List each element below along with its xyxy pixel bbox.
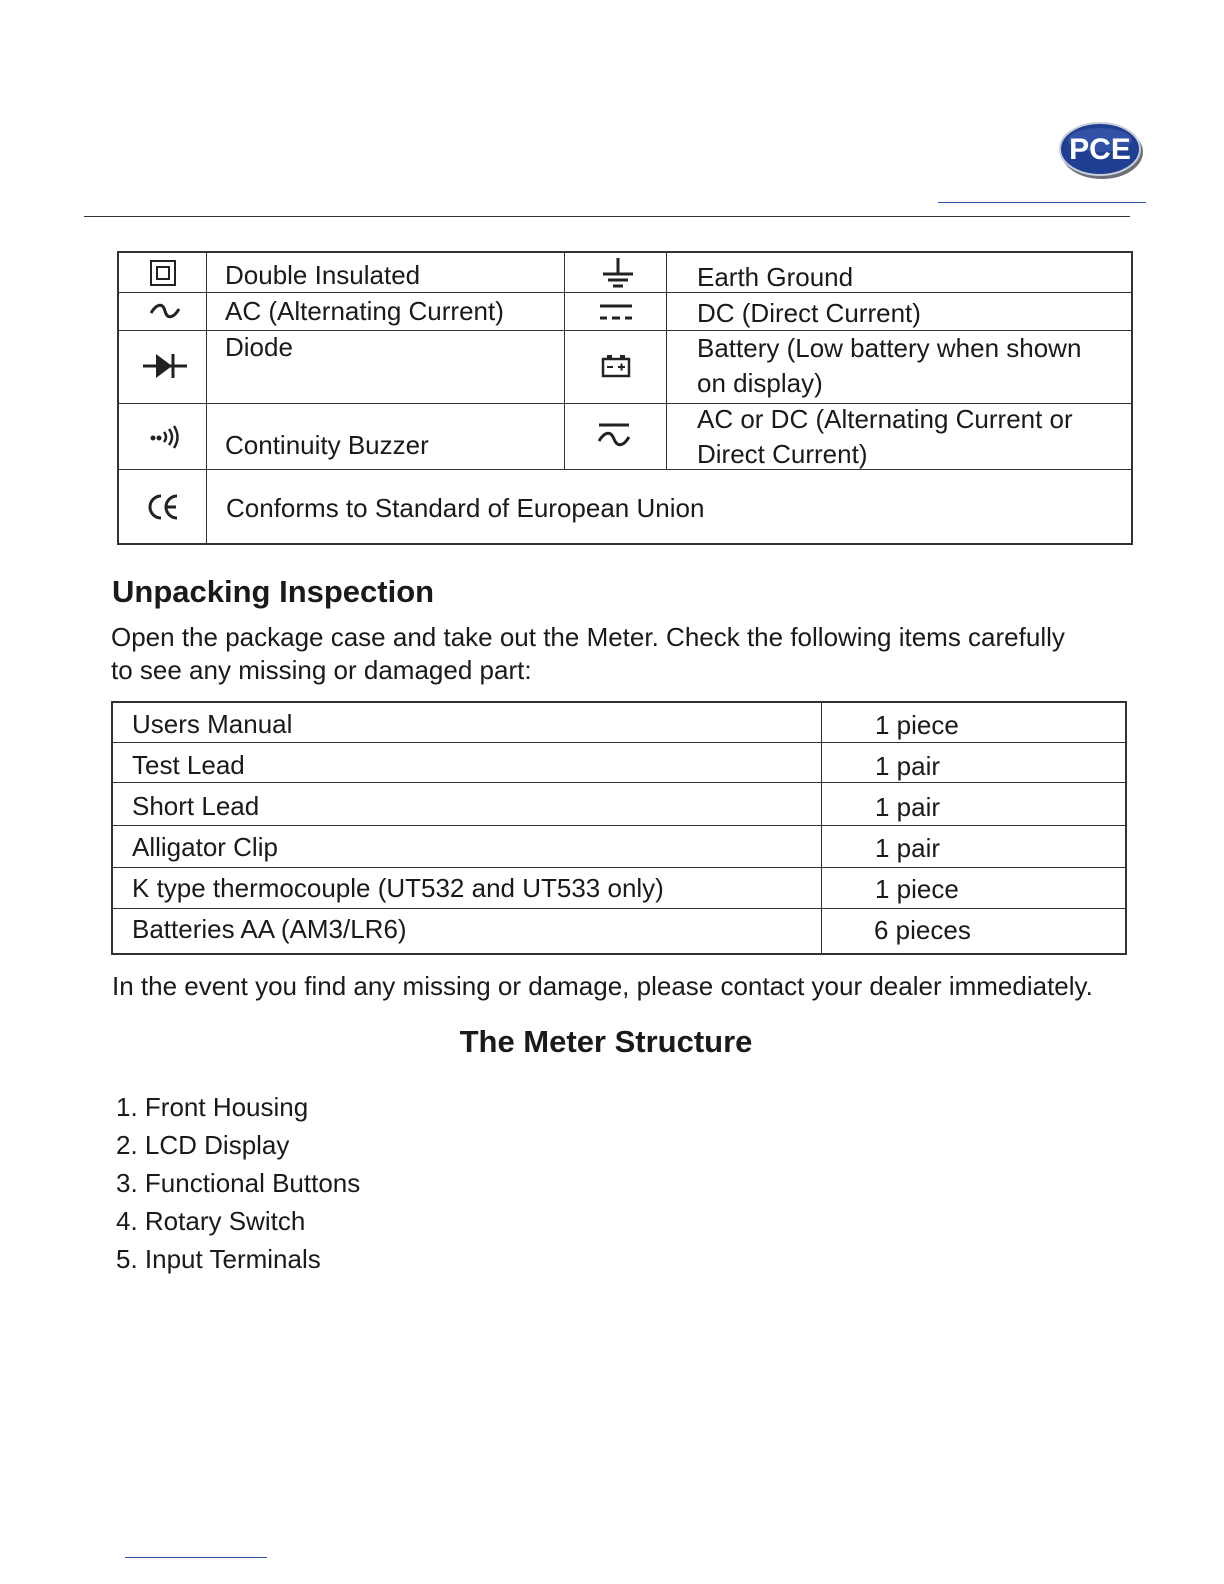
ac-label: AC (Alternating Current) [225, 296, 504, 326]
earth-ground-icon [601, 257, 635, 289]
dc-icon [599, 301, 633, 323]
item-name: Short Lead [132, 791, 260, 821]
ce-label: Conforms to Standard of European Union [226, 493, 705, 523]
earth-ground-label: Earth Ground [697, 262, 854, 292]
ce-mark-icon [147, 493, 181, 521]
diode-label: Diode [225, 332, 293, 362]
unpacking-intro-line1: Open the package case and take out the Meter. Check the following items carefully [111, 622, 1065, 652]
item-name: K type thermocouple (UT532 and UT533 only) [132, 873, 664, 903]
double-insulated-label: Double Insulated [225, 260, 421, 290]
row-divider [113, 825, 1125, 826]
logo-text: PCE [1069, 133, 1131, 166]
structure-item-front-housing: 1. Front Housing [116, 1092, 309, 1122]
item-qty: 1 piece [875, 874, 959, 904]
header-link-underline[interactable] [938, 202, 1146, 203]
continuity-buzzer-label: Continuity Buzzer [225, 430, 429, 460]
row-divider [119, 469, 1131, 470]
pce-logo [1058, 120, 1144, 180]
item-qty: 1 pair [875, 751, 941, 781]
ac-or-dc-label-line2: Direct Current) [697, 439, 868, 469]
item-qty: 1 piece [875, 710, 959, 740]
structure-item-input-terminals: 5. Input Terminals [116, 1244, 321, 1274]
double-insulated-icon [149, 260, 177, 286]
item-name: Alligator Clip [132, 832, 278, 862]
battery-icon [601, 354, 631, 378]
diode-icon [142, 351, 188, 381]
dc-label: DC (Direct Current) [697, 298, 921, 328]
footer-link-underline[interactable] [125, 1557, 267, 1558]
continuity-buzzer-icon [149, 424, 179, 450]
row-divider [113, 782, 1125, 783]
battery-label-line2: on display) [697, 368, 823, 398]
structure-item-rotary-switch: 4. Rotary Switch [116, 1206, 306, 1236]
symbols-table [117, 251, 1133, 545]
structure-item-lcd-display: 2. LCD Display [116, 1130, 290, 1160]
item-qty: 1 pair [875, 792, 941, 822]
header-divider [84, 216, 1130, 217]
structure-title: The Meter Structure [459, 1024, 753, 1059]
unpacking-note: In the event you find any missing or damage, please contact your dealer immediately. [112, 971, 1093, 1001]
column-divider [666, 253, 667, 469]
item-name: Batteries AA (AM3/LR6) [132, 914, 407, 944]
item-qty: 6 pieces [874, 915, 971, 945]
unpacking-intro-line2: to see any missing or damaged part: [111, 655, 532, 685]
structure-item-functional-buttons: 3. Functional Buttons [116, 1168, 361, 1198]
item-name: Users Manual [132, 709, 293, 739]
items-table [111, 701, 1127, 955]
unpacking-title: Unpacking Inspection [112, 574, 435, 609]
column-divider [564, 253, 565, 469]
item-name: Test Lead [132, 750, 245, 780]
battery-label-line1: Battery (Low battery when shown [697, 333, 1082, 363]
column-divider [206, 253, 207, 543]
ac-or-dc-icon [597, 421, 631, 451]
item-qty: 1 pair [875, 833, 941, 863]
column-divider [821, 703, 822, 953]
ac-icon [149, 301, 181, 321]
ac-or-dc-label-line1: AC or DC (Alternating Current or [697, 404, 1073, 434]
